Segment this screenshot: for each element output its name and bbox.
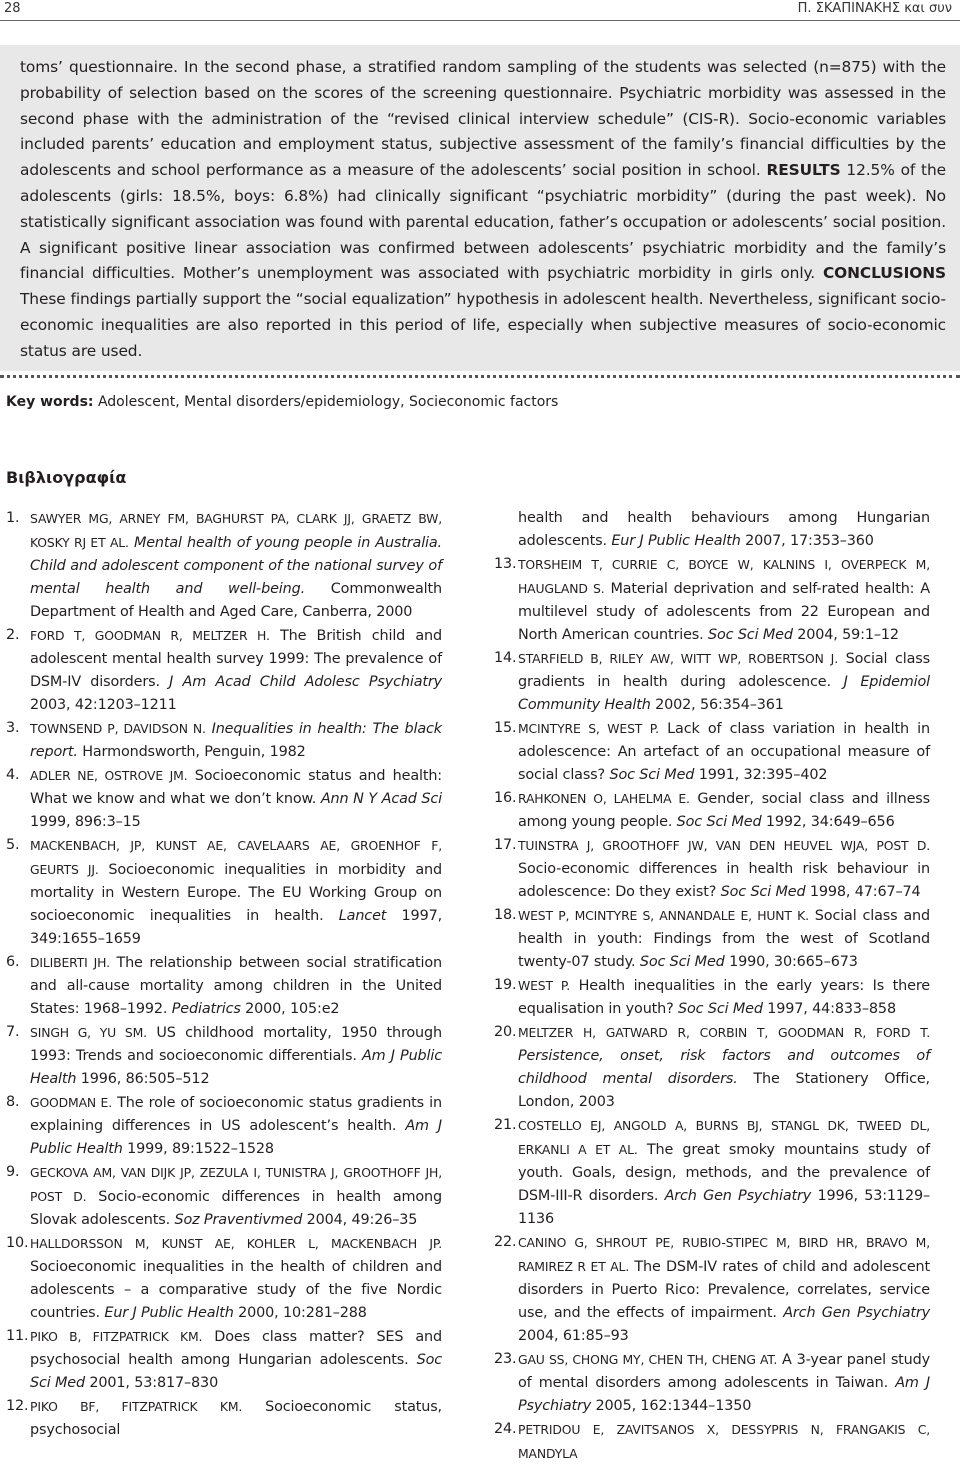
reference-text: Socioeconomic inequalities in the health of children and adolescents – a comparative study of the five Nordic countries. xyxy=(30,1259,442,1321)
references-left-column xyxy=(6,507,442,1442)
reference-number: 23. xyxy=(494,1351,517,1367)
reference-item xyxy=(494,834,930,904)
reference-item xyxy=(6,834,442,951)
reference-authors: FORD T, GOODMAN R, MELTZER H. xyxy=(30,628,270,643)
reference-details: 2000, 105:e2 xyxy=(240,1001,340,1017)
reference-italic-title: Soc Sci Med xyxy=(720,884,806,900)
reference-details: 1996, 53:1129–1136 xyxy=(518,1188,930,1227)
reference-item xyxy=(494,1348,930,1418)
reference-item xyxy=(494,647,930,717)
reference-item xyxy=(494,1231,930,1348)
reference-italic-title: Am J Psychiatry xyxy=(518,1375,930,1414)
reference-details: 2000, 10:281–288 xyxy=(233,1305,367,1321)
reference-number: 24. xyxy=(494,1421,517,1437)
reference-authors: RAHKONEN O, LAHELMA E. xyxy=(518,791,690,806)
reference-number: 12. xyxy=(6,1398,29,1414)
keywords xyxy=(6,394,558,410)
reference-italic-title: Soz Praventivmed xyxy=(174,1212,303,1228)
results-text: 12.5% of the adolescents (girls: 18.5%, boys: 6.8%) had clinically significant “psychiatric morbidity” (during the past week). No statistically significant association was found with parental education, father’s occupation or adolescents’ social position. A significant positive linear association was confirmed between adolescents’ psychiatric morbidity and the family’s financial difficulties. Mother’s unemployment was associated with psychiatric morbidity in girls only. xyxy=(20,161,946,283)
reference-text: Socioeconomic status, psychosocial xyxy=(30,1399,442,1438)
reference-number: 8. xyxy=(6,1094,20,1110)
reference-number: 1. xyxy=(6,510,20,526)
reference-item xyxy=(494,553,930,647)
reference-item xyxy=(6,1161,442,1232)
reference-details: 2004, 49:26–35 xyxy=(302,1212,418,1228)
reference-number: 6. xyxy=(6,954,20,970)
reference-number: 17. xyxy=(494,837,517,853)
reference-text: Material deprivation and self-rated health: A multilevel study of adolescents from 22 European and North American countries. xyxy=(518,581,930,643)
reference-details: 1996, 86:505–512 xyxy=(76,1071,210,1087)
reference-number: 5. xyxy=(6,837,20,853)
reference-details: 1990, 30:665–673 xyxy=(724,954,858,970)
conclusions-text: These findings partially support the “social equalization” hypothesis in adolescent health. Nevertheless, significant socio-economic inequalities are also reported in this period of life, especially when subjective measures of socio-economic status are used. xyxy=(20,290,946,360)
reference-details: Harmondsworth, Penguin, 1982 xyxy=(77,744,306,760)
reference-item xyxy=(6,1395,442,1442)
reference-authors: ADLER NE, OSTROVE JM. xyxy=(30,768,188,783)
reference-item xyxy=(494,974,930,1021)
reference-details: 1997, 44:833–858 xyxy=(762,1001,896,1017)
reference-item xyxy=(494,1021,930,1114)
reference-details: 1997, 349:1655–1659 xyxy=(30,908,443,947)
reference-italic-title: Eur J Public Health xyxy=(104,1305,234,1321)
reference-details: 2002, 56:354–361 xyxy=(650,697,784,713)
reference-details: 1998, 47:67–74 xyxy=(805,884,921,900)
reference-item xyxy=(6,951,442,1021)
reference-text: The role of socioeconomic status gradients in explaining differences in US adolescent’s health. xyxy=(30,1095,442,1134)
reference-number: 21. xyxy=(494,1117,517,1133)
reference-number: 19. xyxy=(494,977,517,993)
reference-details: 2005, 162:1344–1350 xyxy=(591,1398,752,1414)
reference-text: Socioeconomic status and health: What we know and what we don’t know. xyxy=(30,768,443,807)
reference-details: 2004, 59:1–12 xyxy=(792,627,899,643)
reference-authors: TORSHEIM T, CURRIE C, BOYCE W, KALNINS I, OVERPECK M, HAUGLAND S. xyxy=(518,557,930,596)
reference-authors: MACKENBACH, JP, KUNST AE, CAVELAARS AE, GROENHOF F, GEURTS JJ. xyxy=(30,838,442,877)
reference-authors: SAWYER MG, ARNEY FM, BAGHURST PA, CLARK JJ, GRAETZ BW, KOSKY RJ ET AL. xyxy=(30,511,442,550)
reference-italic-title: Persistence, onset, risk factors and outcomes of childhood mental disorders. xyxy=(518,1048,930,1087)
reference-italic-title: Soc Sci Med xyxy=(30,1352,442,1391)
reference-details: 2003, 42:1203–1211 xyxy=(30,697,177,713)
reference-authors: WEST P. xyxy=(518,978,571,993)
reference-item xyxy=(6,1232,442,1325)
reference-italic-title: Eur J Public Health xyxy=(611,533,741,549)
reference-details: 1992, 34:649–656 xyxy=(761,814,895,830)
reference-authors: GAU SS, CHONG MY, CHEN TH, CHENG AT. xyxy=(518,1352,778,1367)
reference-item xyxy=(6,764,442,834)
reference-authors: TUINSTRA J, GROOTHOFF JW, VAN DEN HEUVEL WJA, POST D. xyxy=(518,838,930,853)
reference-italic-title: Lancet xyxy=(338,908,387,924)
reference-text: Health inequalities in the early years: Is there equalisation in youth? xyxy=(518,978,930,1017)
reference-text: US childhood mortality, 1950 through 1993: Trends and socioeconomic differentials. xyxy=(30,1025,442,1064)
reference-number: 20. xyxy=(494,1024,517,1040)
reference-details: 1991, 32:395–402 xyxy=(694,767,828,783)
reference-text: Does class matter? SES and psychosocial health among Hungarian adolescents. xyxy=(30,1329,442,1368)
reference-authors: HALLDORSSON M, KUNST AE, KOHLER L, MACKENBACH JP. xyxy=(30,1236,442,1251)
reference-text: Socioeconomic inequalities in morbidity and mortality in Western Europe. The EU Working Group on socioeconomic inequalities in health. xyxy=(30,862,442,924)
reference-authors: TOWNSEND P, DAVIDSON N. xyxy=(30,721,206,736)
reference-number: 2. xyxy=(6,627,20,643)
reference-number: 10. xyxy=(6,1235,29,1251)
reference-text: Social class and health in youth: Findings from the west of Scotland twenty-07 study. xyxy=(518,908,930,970)
reference-italic-title: Mental health of young people in Australia. Child and adolescent component of the national survey of mental health and well-being. xyxy=(30,535,442,597)
reference-item xyxy=(494,507,930,553)
abstract-methods-text: toms’ questionnaire. In the second phase, a stratified random sampling of the students was selected (n=875) with the probability of selection based on the scores of the screening questionnaire. Psychiatric morbidity was assessed in the second phase with the administration of the “revised clinical interview schedule” (CIS-R). Socio-economic variables included parents’ education and employment status, subjective assessment of the family’s financial difficulties by the adolescents and school performance as a measure of the adolescents’ social position in school. xyxy=(20,58,946,180)
abstract-box xyxy=(0,45,960,371)
reference-item xyxy=(494,787,930,834)
reference-item xyxy=(6,1021,442,1091)
keywords-label: Key words: xyxy=(6,394,94,410)
reference-italic-title: Arch Gen Psychiatry xyxy=(783,1305,930,1321)
reference-text: The relationship between social stratification and all-cause mortality among children in the United States: 1968–1992. xyxy=(30,955,442,1017)
reference-number: 4. xyxy=(6,767,20,783)
dotted-divider xyxy=(0,375,960,378)
keywords-text: Adolescent, Mental disorders/epidemiology, Socieconomic factors xyxy=(97,394,559,410)
page-number: 28 xyxy=(4,1,21,16)
reference-number: 3. xyxy=(6,720,20,736)
reference-authors: GOODMAN E. xyxy=(30,1095,113,1110)
reference-italic-title: Arch Gen Psychiatry xyxy=(664,1188,812,1204)
reference-text: A 3-year panel study of mental disorders among adolescents in Taiwan. xyxy=(518,1352,931,1391)
reference-authors: SINGH G, YU SM. xyxy=(30,1025,147,1040)
reference-text: Socio-economic differences in health among Slovak adolescents. xyxy=(30,1189,442,1228)
reference-details: 1999, 896:3–15 xyxy=(30,814,141,830)
reference-authors: COSTELLO EJ, ANGOLD A, BURNS BJ, STANGL DK, TWEED DL, ERKANLI A ET AL. xyxy=(518,1118,930,1157)
reference-italic-title: Soc Sci Med xyxy=(678,1001,763,1017)
reference-authors: PIKO B, FITZPATRICK KM. xyxy=(30,1329,203,1344)
reference-item xyxy=(494,717,930,787)
reference-item xyxy=(6,1091,442,1161)
reference-authors: PIKO BF, FITZPATRICK KM. xyxy=(30,1399,243,1414)
reference-italic-title: Pediatrics xyxy=(171,1001,241,1017)
reference-number: 22. xyxy=(494,1234,517,1250)
reference-details: 2004, 61:85–93 xyxy=(518,1328,629,1344)
reference-details: 1999, 89:1522–1528 xyxy=(122,1141,274,1157)
reference-number: 9. xyxy=(6,1164,20,1180)
reference-italic-title: J Am Acad Child Adolesc Psychiatry xyxy=(169,674,442,690)
references-title: Βιβλιογραφία xyxy=(6,468,127,487)
reference-number: 18. xyxy=(494,907,517,923)
reference-number: 14. xyxy=(494,650,517,666)
reference-text: Gender, social class and illness among young people. xyxy=(518,791,930,830)
reference-item xyxy=(494,1114,930,1231)
reference-authors: WEST P, MCINTYRE S, ANNANDALE E, HUNT K. xyxy=(518,908,809,923)
reference-number: 13. xyxy=(494,556,517,572)
reference-italic-title: Am J Public Health xyxy=(30,1118,442,1157)
reference-item xyxy=(494,904,930,974)
reference-italic-title: Soc Sci Med xyxy=(676,814,762,830)
reference-number: 15. xyxy=(494,720,517,736)
reference-details: The Stationery Office, London, 2003 xyxy=(518,1071,930,1110)
reference-authors: MELTZER H, GATWARD R, CORBIN T, GOODMAN R, FORD T. xyxy=(518,1025,930,1040)
reference-authors: STARFIELD B, RILEY AW, WITT WP, ROBERTSON J. xyxy=(518,651,838,666)
reference-item xyxy=(6,1325,442,1395)
reference-number: 7. xyxy=(6,1024,20,1040)
reference-text: The great smoky mountains study of youth. Goals, design, methods, and the prevalence of DSM-III-R disorders. xyxy=(518,1142,930,1204)
reference-authors: CANINO G, SHROUT PE, RUBIO-STIPEC M, BIRD HR, BRAVO M, RAMIREZ R ET AL. xyxy=(518,1235,930,1274)
reference-authors: DILIBERTI JH. xyxy=(30,955,110,970)
reference-details: 2001, 53:817–830 xyxy=(84,1375,219,1391)
reference-details: 2007, 17:353–360 xyxy=(740,533,874,549)
reference-italic-title: Soc Sci Med xyxy=(639,954,725,970)
reference-item xyxy=(6,624,442,717)
reference-text: The British child and adolescent mental health survey 1999: The prevalence of DSM-IV disorders. xyxy=(30,628,443,690)
reference-number: 11. xyxy=(6,1328,29,1344)
results-heading: RESULTS xyxy=(766,161,841,180)
reference-item xyxy=(494,1418,930,1466)
reference-text: health and health behaviours among Hungarian adolescents. xyxy=(518,510,930,549)
reference-authors: MCINTYRE S, WEST P. xyxy=(518,721,659,736)
reference-italic-title: Ann N Y Acad Sci xyxy=(320,791,442,807)
conclusions-heading: CONCLUSIONS xyxy=(822,264,947,283)
reference-text: The DSM-IV rates of child and adolescent disorders in Puerto Rico: Prevalence, correlates, service use, and the effects of impairment. xyxy=(518,1259,930,1321)
reference-italic-title: Soc Sci Med xyxy=(708,627,793,643)
reference-authors: GECKOVA AM, VAN DIJK JP, ZEZULA I, TUNISTRA J, GROOTHOFF JH, POST D. xyxy=(30,1165,442,1204)
reference-text: Lack of class variation in health in adolescence: An artefact of an occupational measure of social class? xyxy=(518,721,930,783)
reference-details: Commonwealth Department of Health and Aged Care, Canberra, 2000 xyxy=(30,581,442,620)
reference-italic-title: Inequalities in health: The black report. xyxy=(30,721,442,760)
reference-authors: PETRIDOU E, ZAVITSANOS X, DESSYPRIS N, FRANGAKIS C, MANDYLA xyxy=(518,1422,930,1461)
reference-item xyxy=(6,717,442,764)
reference-italic-title: J Epidemiol Community Health xyxy=(518,674,931,713)
running-head: Π. ΣΚΑΠΙΝΑΚΗΣ και συν xyxy=(797,1,952,16)
reference-text: Socio-economic differences in health risk behaviour in adolescence: Do they exist? xyxy=(518,861,930,900)
references-right-column xyxy=(494,507,930,1466)
page-header xyxy=(0,0,960,21)
reference-item xyxy=(6,507,442,624)
reference-number: 16. xyxy=(494,790,517,806)
reference-italic-title: Am J Public Health xyxy=(30,1048,442,1087)
reference-italic-title: Soc Sci Med xyxy=(609,767,695,783)
reference-text: Social class gradients in health during adolescence. xyxy=(518,651,930,690)
